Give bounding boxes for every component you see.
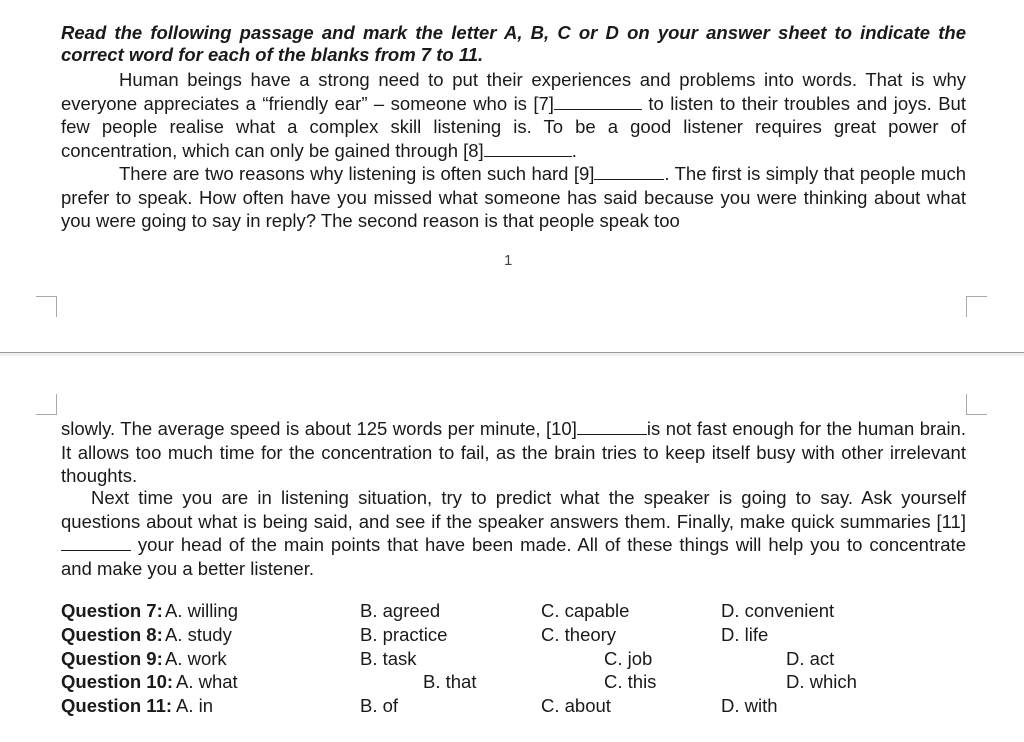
question-label: Question 11: xyxy=(61,695,173,716)
text-segment: your head of the main points that have been made. All of these things will help you to concentrate and make you a better listener. xyxy=(61,534,966,579)
option-c: C. capable xyxy=(541,600,630,621)
text-segment: There are two reasons why listening is often such hard [9] xyxy=(119,163,595,184)
option-b: B. agreed xyxy=(360,600,441,621)
margin-corner-mark xyxy=(966,296,987,317)
question-row xyxy=(0,671,1024,695)
margin-corner-mark xyxy=(36,394,57,415)
margin-corner-mark xyxy=(36,296,57,317)
paragraph-1 xyxy=(61,68,966,162)
text-segment: . xyxy=(571,139,577,161)
option-c: C. job xyxy=(604,648,653,669)
option-a: A. in xyxy=(176,695,214,716)
text-segment: is not fast enough for the human brain. It allows too much time for the concentration to fail, as the brain tries to keep itself busy with other irrelevant thoughts. xyxy=(61,418,966,486)
instructions: Read the following passage and mark the letter A, B, C or D on your answer sheet to indicate the correct word for each of the blanks from 7 to 11. xyxy=(61,22,966,65)
option-c: C. this xyxy=(604,671,657,692)
option-d: D. act xyxy=(786,648,835,669)
paragraph-2 xyxy=(61,162,966,233)
question-row xyxy=(0,648,1024,672)
option-d: D. with xyxy=(721,695,778,716)
text-segment: Next time you are in listening situation, try to predict what the speaker is going to say. Ask yourself questions about what is being said, and see if the speaker answers them. Finally, make quick summaries [11] xyxy=(61,487,966,532)
text-segment: slowly. The average speed is about 125 words per minute, [10] xyxy=(61,418,577,439)
question-row xyxy=(0,624,1024,648)
blank-10 xyxy=(577,420,647,435)
option-d: D. convenient xyxy=(721,600,835,621)
paragraph-4 xyxy=(61,486,966,580)
question-label: Question 10: xyxy=(61,671,174,692)
blank-9 xyxy=(594,165,664,180)
page-1 xyxy=(0,0,1024,352)
question-label: Question 7: xyxy=(61,600,163,621)
option-b: B. practice xyxy=(360,624,448,645)
option-c: C. theory xyxy=(541,624,617,645)
option-d: D. life xyxy=(721,624,769,645)
option-b: B. task xyxy=(360,648,417,669)
option-a: A. willing xyxy=(165,600,238,621)
option-b: B. that xyxy=(423,671,477,692)
text-segment: to listen to their troubles and joys. But few people realise what a complex skill listening is. To be a good listener requires great power of concentration, which can only be gained through [8] xyxy=(61,92,966,161)
option-a: A. study xyxy=(165,624,232,645)
blank-11 xyxy=(61,536,131,551)
question-row xyxy=(0,695,1024,719)
text-segment: Human beings have a strong need to put their experiences and problems into words. That is why everyone appreciates a “friendly ear” – someone who is [7] xyxy=(61,69,966,114)
blank-8 xyxy=(484,142,572,157)
question-label: Question 9: xyxy=(61,648,163,669)
option-b: B. of xyxy=(360,695,399,716)
margin-corner-mark xyxy=(966,394,987,415)
option-a: A. work xyxy=(165,648,227,669)
option-d: D. which xyxy=(786,671,857,692)
blank-7 xyxy=(554,95,642,110)
text-segment: . The first is simply that people much prefer to speak. How often have you missed what someone has said because you were thinking about what you were going to say in reply? The second reason is that people speak too xyxy=(61,163,966,231)
paragraph-3 xyxy=(61,417,966,488)
question-row xyxy=(0,600,1024,624)
option-c: C. about xyxy=(541,695,611,716)
page-number: 1 xyxy=(504,252,513,269)
option-a: A. what xyxy=(176,671,238,692)
question-label: Question 8: xyxy=(61,624,163,645)
